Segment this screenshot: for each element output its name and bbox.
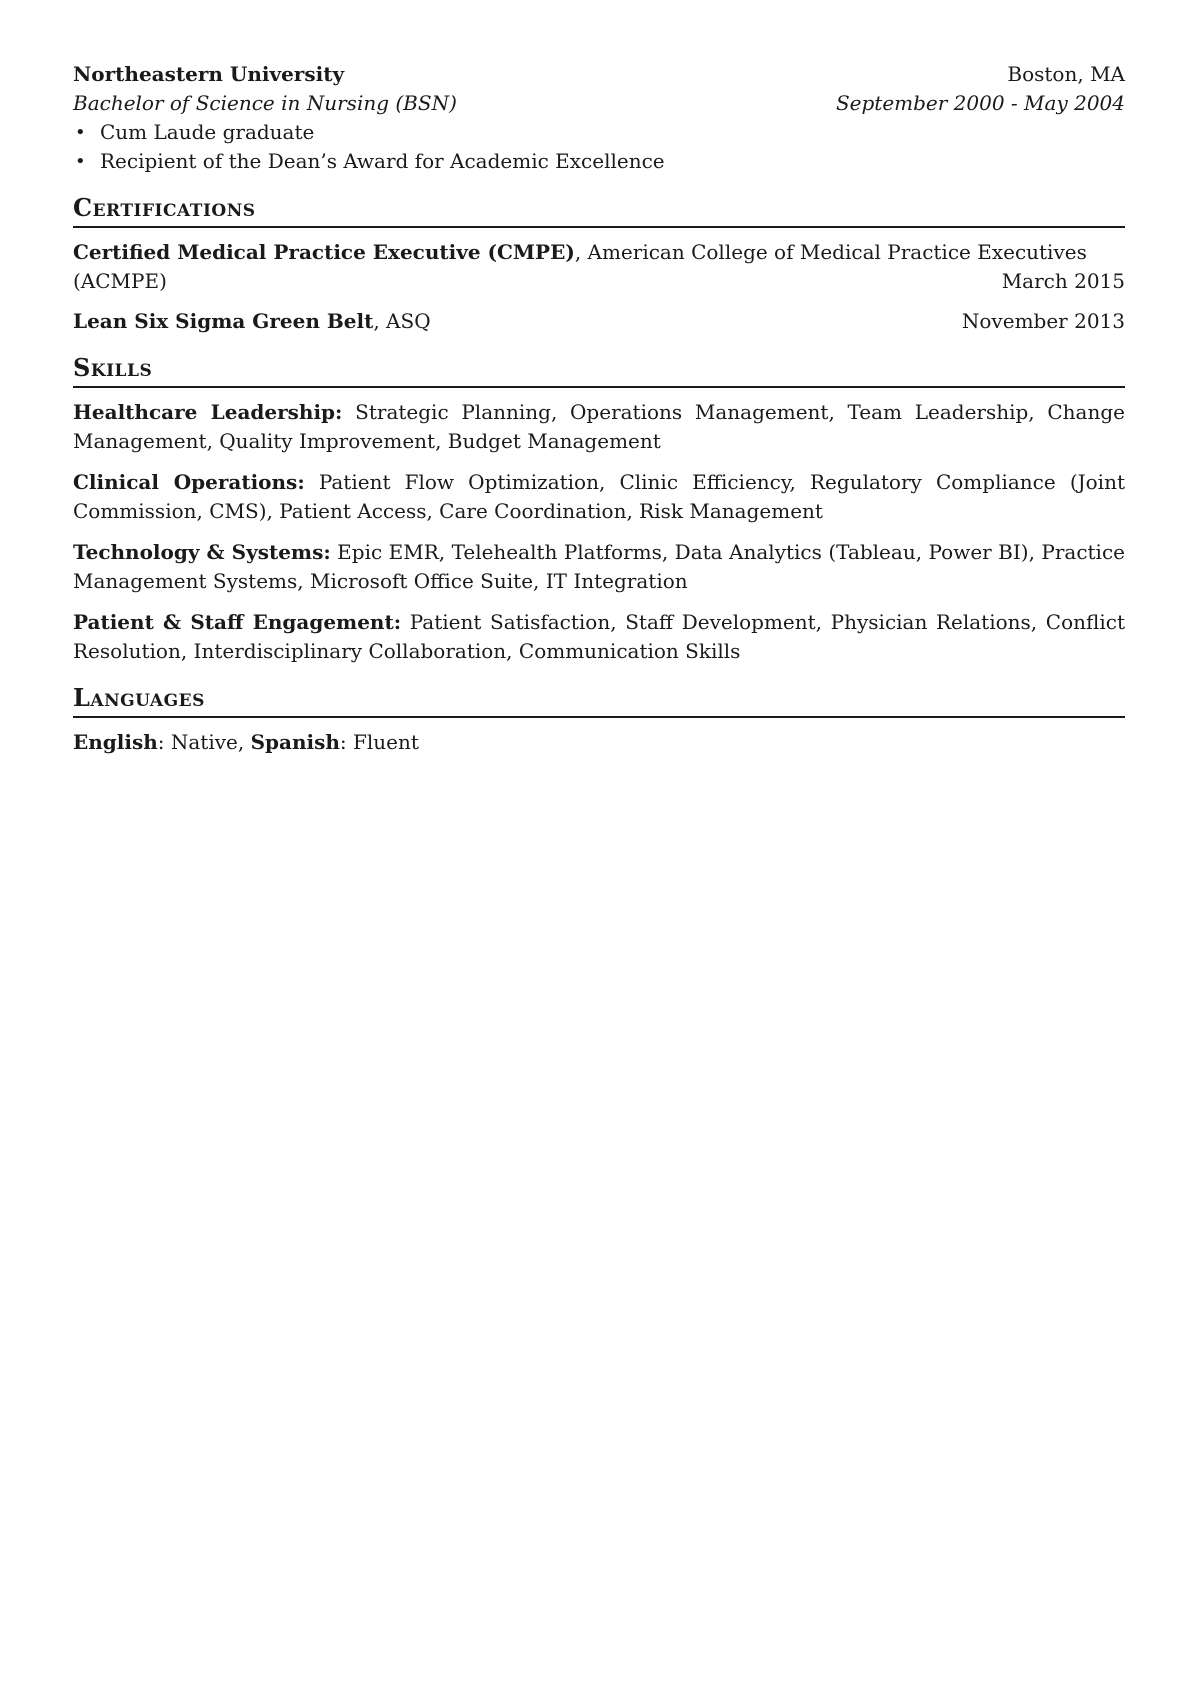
education-header-row <box>73 60 1125 89</box>
education-degree-row <box>73 89 1125 118</box>
certification-date: November 2013 <box>961 309 1125 333</box>
language-name: Spanish <box>250 730 340 754</box>
certification-entry <box>73 238 1125 296</box>
certification-issuer: , American College of Medical Practice Executives <box>574 240 1087 264</box>
certification-line <box>73 307 431 336</box>
list-item: • Cum Laude graduate <box>100 118 1125 147</box>
school-name: Northeastern University <box>73 62 345 86</box>
education-dates: September 2000 - May 2004 <box>835 91 1125 115</box>
skill-entry <box>73 608 1125 666</box>
skill-text: Strategic Planning, Operations Management, Team Leadership, Change Management, Quality Improvement, Budget Management <box>73 400 1125 453</box>
education-bullets <box>73 118 1125 176</box>
skill-entry <box>73 468 1125 526</box>
skill-label: Technology & Systems: <box>73 540 331 564</box>
skill-label: Healthcare Leadership: <box>73 400 343 424</box>
skill-entry <box>73 398 1125 456</box>
skill-text: Patient Satisfaction, Staff Development, Physician Relations, Conflict Resolution, Interdisciplinary Collaboration, Communication Skills <box>73 610 1125 663</box>
skill-label: Patient & Staff Engagement: <box>73 610 402 634</box>
certification-entry <box>73 307 1125 336</box>
skill-entry <box>73 538 1125 596</box>
school-location: Boston, MA <box>1007 62 1125 86</box>
skill-text: Epic EMR, Telehealth Platforms, Data Analytics (Tableau, Power BI), Practice Management Systems, Microsoft Office Suite, IT Integration <box>73 540 1125 593</box>
skill-text: Patient Flow Optimization, Clinic Efficiency, Regulatory Compliance (Joint Commission, CMS), Patient Access, Care Coordination, Risk Management <box>73 470 1125 523</box>
education-entry <box>73 60 1125 176</box>
certification-name: Certified Medical Practice Executive (CMPE) <box>73 240 575 264</box>
certification-line-2 <box>73 267 1125 296</box>
language-name: English <box>73 730 158 754</box>
degree: Bachelor of Science in Nursing (BSN) <box>73 91 457 115</box>
certification-line <box>73 238 1125 267</box>
certification-issuer-cont: (ACMPE) <box>73 269 167 293</box>
certification-name: Lean Six Sigma Green Belt <box>73 309 374 333</box>
certification-issuer: , ASQ <box>373 309 431 333</box>
languages-line <box>73 728 1125 757</box>
languages-heading: Languages <box>73 683 1125 718</box>
skill-label: Clinical Operations: <box>73 470 305 494</box>
language-level: : Fluent <box>339 730 419 754</box>
list-item: • Recipient of the Dean’s Award for Academic Excellence <box>100 147 1125 176</box>
language-level: : Native, <box>157 730 251 754</box>
certification-date: March 2015 <box>1001 269 1125 293</box>
skills-heading: Skills <box>73 353 1125 388</box>
certifications-heading: Certifications <box>73 193 1125 228</box>
resume-page <box>73 60 1125 757</box>
